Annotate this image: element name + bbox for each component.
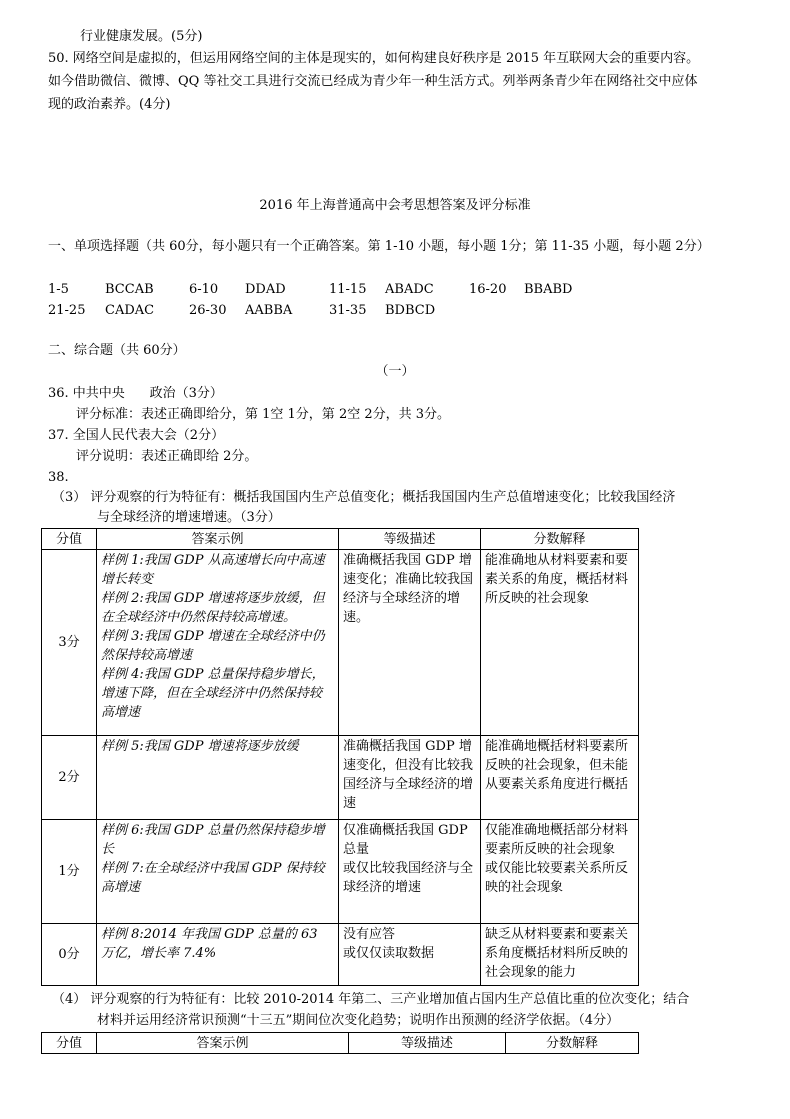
- explain-cell: [481, 550, 639, 736]
- q38-label: 38.: [48, 470, 69, 485]
- q38-4-line-1: （4） 评分观察的行为特征有：比较 2010-2014 年第二、三产业增加值占国内生产总值比重的位次变化；结合: [52, 992, 690, 1007]
- part-heading: （一）: [375, 364, 415, 379]
- level-cell: [339, 550, 481, 736]
- examples-cell: [97, 820, 339, 924]
- q37-answer: 37. 全国人民代表大会（2分）: [48, 428, 225, 443]
- range: 6-10: [189, 282, 219, 297]
- level-text: 准确概括我国 GDP 增速变化；准确比较我国经济与全球经济的增速。: [343, 553, 474, 625]
- level-cell: [339, 820, 481, 924]
- answers: BDBCD: [385, 303, 436, 318]
- level-text: 准确概括我国 GDP 增速变化，但没有比较我国经济与全球经济的增速: [343, 739, 474, 811]
- range: 31-35: [329, 303, 367, 318]
- explain-text: 仅能准确地概括部分材料要素所反映的社会现象: [485, 823, 629, 857]
- table-row: [42, 736, 639, 820]
- score-cell: 1分: [42, 820, 97, 924]
- answers: BCCAB: [105, 282, 154, 297]
- scoring-table-3: [41, 528, 639, 986]
- q38-3-line-1: （3） 评分观察的行为特征有：概括我国国内生产总值变化；概括我国国内生产总值增速变化；比较我国经济: [52, 490, 676, 505]
- example: 样例 3:我国 GDP 增速在全球经济中仍然保持较高增速: [101, 629, 325, 663]
- level-text: 没有应答: [343, 927, 396, 942]
- example: 样例 8:2014 年我国 GDP 总量的 63 万亿，增长率 7.4%: [101, 927, 318, 961]
- q38-3-line-2: 与全球经济的增速增速。（3分）: [97, 510, 281, 525]
- answers: AABBA: [245, 303, 293, 318]
- examples-cell: [97, 550, 339, 736]
- table-header-row: [42, 529, 639, 550]
- examples-cell: [97, 924, 339, 986]
- example: 样例 6:我国 GDP 总量仍然保持稳步增长: [101, 823, 325, 857]
- explain-text: 缺乏从材料要素和要素关系角度概括材料所反映的社会现象的能力: [485, 927, 629, 980]
- explain-text: 能准确地概括材料要素所反映的社会现象，但未能从要素关系角度进行概括: [485, 739, 629, 792]
- header-examples: 答案示例: [97, 529, 339, 550]
- level-text: 或仅仅读取数据: [343, 946, 435, 961]
- example: 样例 5:我国 GDP 增速将逐步放缓: [101, 739, 299, 754]
- q50-line-1: 50. 网络空间是虚拟的，但运用网络空间的主体是现实的，如何构建良好秩序是 2015 年互联网大会的重要内容。: [48, 51, 700, 66]
- section1-heading: 一、单项选择题（共 60分，每小题只有一个正确答案。第 1-10 小题，每小题 1分；第 11-35 小题，每小题 2分）: [48, 239, 710, 254]
- header-score: 分值: [42, 529, 97, 550]
- table-row: [42, 924, 639, 986]
- header-level: 等级描述: [349, 1033, 506, 1054]
- level-text: 或仅比较我国经济与全球经济的增速: [343, 861, 474, 895]
- header-explain: 分数解释: [481, 529, 639, 550]
- header-score: 分值: [42, 1033, 97, 1054]
- score-cell: 2分: [42, 736, 97, 820]
- explain-text: 能准确地从材料要素和要素关系的角度，概括材料所反映的社会现象: [485, 553, 629, 606]
- q37-standard: 评分说明：表述正确即给 2分。: [76, 449, 258, 464]
- table-row: [42, 820, 639, 924]
- range: 26-30: [189, 303, 227, 318]
- header-examples: 答案示例: [97, 1033, 349, 1054]
- explain-cell: [481, 736, 639, 820]
- explain-cell: [481, 820, 639, 924]
- level-cell: [339, 736, 481, 820]
- range: 11-15: [329, 282, 367, 297]
- q38-4-line-2: 材料并运用经济常识预测“十三五”期间位次变化趋势；说明作出预测的经济学依据。（4分）: [97, 1013, 620, 1028]
- answers: CADAC: [105, 303, 155, 318]
- table-row: [42, 550, 639, 736]
- range: 21-25: [48, 303, 86, 318]
- answers: DDAD: [245, 282, 286, 297]
- scoring-table-4: [41, 1032, 639, 1054]
- header-explain: 分数解释: [506, 1033, 639, 1054]
- level-cell: [339, 924, 481, 986]
- range: 16-20: [469, 282, 507, 297]
- example: 样例 2:我国 GDP 增速将逐步放缓，但在全球经济中仍然保持较高增速。: [101, 591, 325, 625]
- answers: BBABD: [524, 282, 573, 297]
- section2-heading: 二、综合题（共 60分）: [48, 343, 186, 358]
- score-cell: 0分: [42, 924, 97, 986]
- examples-cell: [97, 736, 339, 820]
- q50-line-2: 如今借助微信、微博、QQ 等社交工具进行交流已经成为青少年一种生活方式。列举两条青少年在网络社交中应体: [48, 74, 698, 89]
- example: 样例 1:我国 GDP 从高速增长向中高速增长转变: [101, 553, 325, 587]
- q50-line-3: 现的政治素养。(4分): [48, 97, 171, 112]
- intro-line-1: 行业健康发展。(5分): [80, 29, 203, 44]
- q36-answer: 36. 中共中央 政治（3分）: [48, 386, 223, 401]
- header-level: 等级描述: [339, 529, 481, 550]
- range: 1-5: [48, 282, 69, 297]
- answers: ABADC: [385, 282, 434, 297]
- page-title: 2016 年上海普通高中会考思想答案及评分标准: [259, 198, 531, 213]
- example: 样例 4:我国 GDP 总量保持稳步增长，增速下降，但在全球经济中仍然保持较高增速: [101, 667, 325, 720]
- level-text: 仅准确概括我国 GDP 总量: [343, 823, 468, 857]
- explain-cell: [481, 924, 639, 986]
- example: 样例 7:在全球经济中我国 GDP 保持较高增速: [101, 861, 325, 895]
- q36-standard: 评分标准：表述正确即给分，第 1空 1分，第 2空 2分，共 3分。: [76, 407, 451, 422]
- explain-text: 或仅能比较要素关系所反映的社会现象: [485, 861, 629, 895]
- score-cell: 3分: [42, 550, 97, 736]
- table-header-row: [42, 1033, 639, 1054]
